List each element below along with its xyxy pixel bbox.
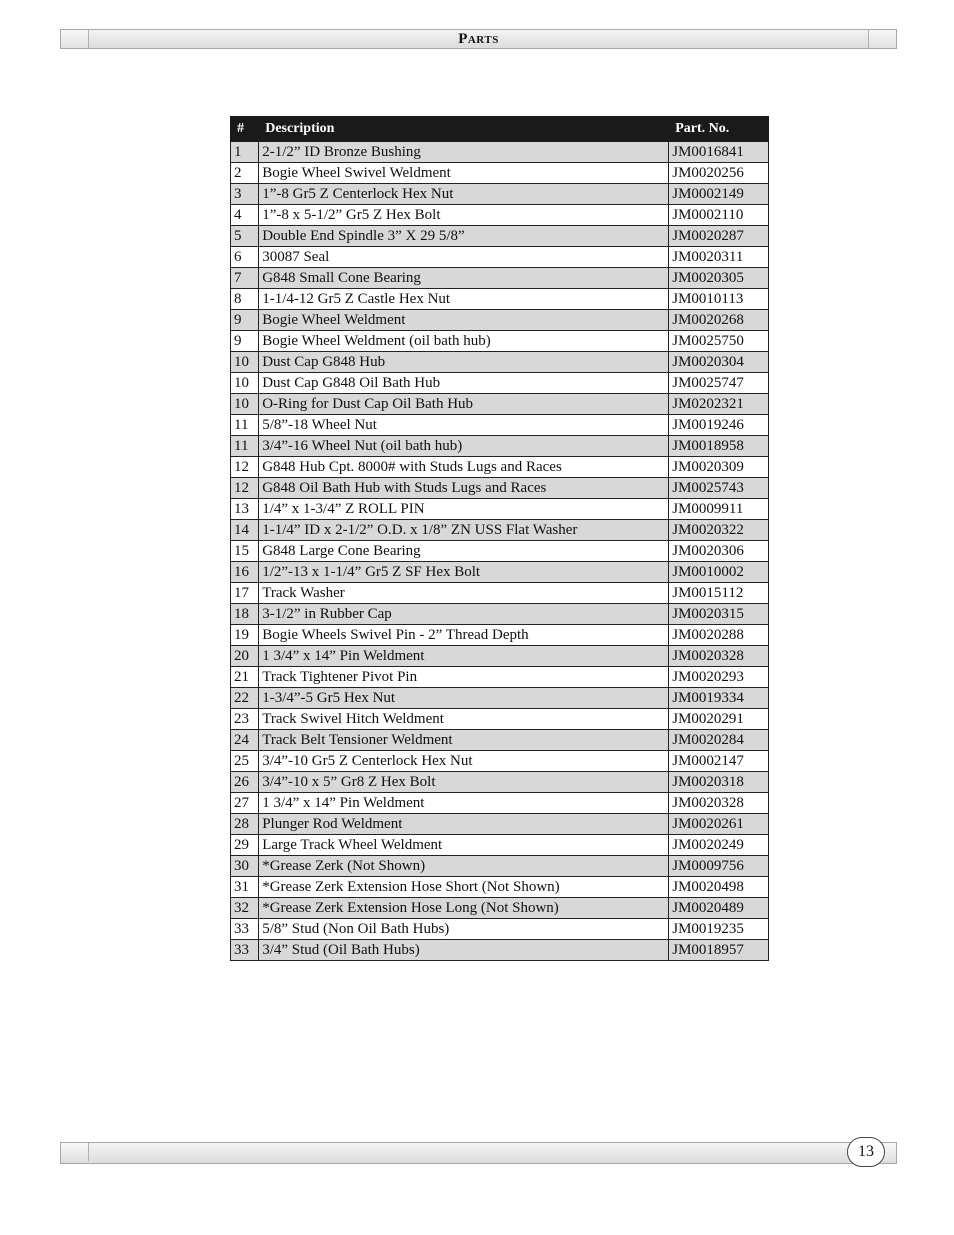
- table-row: [231, 457, 769, 478]
- table-row: [231, 856, 769, 877]
- part-number-cell: JM0002149: [669, 184, 769, 205]
- description-cell: 3/4”-10 Gr5 Z Centerlock Hex Nut: [259, 751, 669, 772]
- part-number-cell: JM0020249: [669, 835, 769, 856]
- description-cell: Track Belt Tensioner Weldment: [259, 730, 669, 751]
- table-row: [231, 247, 769, 268]
- description-cell: 1-1/4” ID x 2-1/2” O.D. x 1/8” ZN USS Flat Washer: [259, 520, 669, 541]
- description-cell: 5/8”-18 Wheel Nut: [259, 415, 669, 436]
- item-number-cell: 6: [231, 247, 259, 268]
- table-row: [231, 709, 769, 730]
- item-number-cell: 15: [231, 541, 259, 562]
- item-number-cell: 7: [231, 268, 259, 289]
- part-number-cell: JM0020287: [669, 226, 769, 247]
- part-number-cell: JM0010113: [669, 289, 769, 310]
- parts-table: [230, 116, 769, 961]
- table-row: [231, 268, 769, 289]
- item-number-cell: 19: [231, 625, 259, 646]
- part-number-cell: JM0025750: [669, 331, 769, 352]
- item-number-cell: 12: [231, 478, 259, 499]
- part-number-cell: JM0019334: [669, 688, 769, 709]
- part-number-cell: JM0202321: [669, 394, 769, 415]
- table-row: [231, 919, 769, 940]
- description-cell: G848 Hub Cpt. 8000# with Studs Lugs and Races: [259, 457, 669, 478]
- part-number-cell: JM0020318: [669, 772, 769, 793]
- table-row: [231, 289, 769, 310]
- description-cell: 1”-8 x 5-1/2” Gr5 Z Hex Bolt: [259, 205, 669, 226]
- table-row: [231, 163, 769, 184]
- footer-band-left-cap: [61, 1143, 89, 1161]
- description-cell: Track Tightener Pivot Pin: [259, 667, 669, 688]
- description-cell: Large Track Wheel Weldment: [259, 835, 669, 856]
- part-number-cell: JM0009756: [669, 856, 769, 877]
- description-cell: Bogie Wheel Weldment: [259, 310, 669, 331]
- table-row: [231, 415, 769, 436]
- part-number-cell: JM0018958: [669, 436, 769, 457]
- part-number-cell: JM0018957: [669, 940, 769, 961]
- description-cell: Dust Cap G848 Hub: [259, 352, 669, 373]
- description-cell: 5/8” Stud (Non Oil Bath Hubs): [259, 919, 669, 940]
- part-number-cell: JM0020288: [669, 625, 769, 646]
- item-number-cell: 1: [231, 142, 259, 163]
- part-number-cell: JM0020291: [669, 709, 769, 730]
- item-number-cell: 26: [231, 772, 259, 793]
- part-number-cell: JM0002147: [669, 751, 769, 772]
- description-cell: 3-1/2” in Rubber Cap: [259, 604, 669, 625]
- part-number-cell: JM0020322: [669, 520, 769, 541]
- item-number-cell: 16: [231, 562, 259, 583]
- part-number-cell: JM0020309: [669, 457, 769, 478]
- item-number-cell: 5: [231, 226, 259, 247]
- description-cell: 2-1/2” ID Bronze Bushing: [259, 142, 669, 163]
- item-number-cell: 24: [231, 730, 259, 751]
- description-cell: 1-3/4”-5 Gr5 Hex Nut: [259, 688, 669, 709]
- description-cell: 3/4”-10 x 5” Gr8 Z Hex Bolt: [259, 772, 669, 793]
- table-row: [231, 730, 769, 751]
- part-number-cell: JM0020311: [669, 247, 769, 268]
- item-number-cell: 14: [231, 520, 259, 541]
- part-number-cell: JM0020268: [669, 310, 769, 331]
- column-header-number: #: [231, 117, 259, 142]
- item-number-cell: 2: [231, 163, 259, 184]
- item-number-cell: 12: [231, 457, 259, 478]
- description-cell: 3/4”-16 Wheel Nut (oil bath hub): [259, 436, 669, 457]
- table-row: [231, 940, 769, 961]
- item-number-cell: 17: [231, 583, 259, 604]
- table-header-row: [231, 117, 769, 142]
- column-header-description: Description: [259, 117, 669, 142]
- item-number-cell: 10: [231, 394, 259, 415]
- table-row: [231, 646, 769, 667]
- table-row: [231, 604, 769, 625]
- table-row: [231, 688, 769, 709]
- description-cell: G848 Small Cone Bearing: [259, 268, 669, 289]
- table-row: [231, 478, 769, 499]
- part-number-cell: JM0020306: [669, 541, 769, 562]
- description-cell: G848 Oil Bath Hub with Studs Lugs and Races: [259, 478, 669, 499]
- table-row: [231, 205, 769, 226]
- description-cell: 30087 Seal: [259, 247, 669, 268]
- table-row: [231, 436, 769, 457]
- part-number-cell: JM0016841: [669, 142, 769, 163]
- part-number-cell: JM0015112: [669, 583, 769, 604]
- part-number-cell: JM0010002: [669, 562, 769, 583]
- part-number-cell: JM0020315: [669, 604, 769, 625]
- table-row: [231, 352, 769, 373]
- part-number-cell: JM0025747: [669, 373, 769, 394]
- page-number: 13: [847, 1137, 885, 1167]
- table-row: [231, 331, 769, 352]
- item-number-cell: 3: [231, 184, 259, 205]
- column-header-part-number: Part. No.: [669, 117, 769, 142]
- part-number-cell: JM0020261: [669, 814, 769, 835]
- part-number-cell: JM0020328: [669, 646, 769, 667]
- table-row: [231, 226, 769, 247]
- description-cell: Bogie Wheels Swivel Pin - 2” Thread Depth: [259, 625, 669, 646]
- description-cell: Bogie Wheel Weldment (oil bath hub): [259, 331, 669, 352]
- description-cell: 1 3/4” x 14” Pin Weldment: [259, 646, 669, 667]
- part-number-cell: JM0020305: [669, 268, 769, 289]
- part-number-cell: JM0020498: [669, 877, 769, 898]
- item-number-cell: 29: [231, 835, 259, 856]
- table-row: [231, 877, 769, 898]
- table-row: [231, 373, 769, 394]
- description-cell: 3/4” Stud (Oil Bath Hubs): [259, 940, 669, 961]
- item-number-cell: 28: [231, 814, 259, 835]
- description-cell: Double End Spindle 3” X 29 5/8”: [259, 226, 669, 247]
- table-row: [231, 835, 769, 856]
- table-row: [231, 583, 769, 604]
- item-number-cell: 32: [231, 898, 259, 919]
- description-cell: 1-1/4-12 Gr5 Z Castle Hex Nut: [259, 289, 669, 310]
- item-number-cell: 11: [231, 436, 259, 457]
- item-number-cell: 9: [231, 331, 259, 352]
- table-row: [231, 520, 769, 541]
- description-cell: 1/2”-13 x 1-1/4” Gr5 Z SF Hex Bolt: [259, 562, 669, 583]
- item-number-cell: 4: [231, 205, 259, 226]
- description-cell: Plunger Rod Weldment: [259, 814, 669, 835]
- item-number-cell: 21: [231, 667, 259, 688]
- description-cell: G848 Large Cone Bearing: [259, 541, 669, 562]
- item-number-cell: 22: [231, 688, 259, 709]
- table-row: [231, 625, 769, 646]
- description-cell: *Grease Zerk (Not Shown): [259, 856, 669, 877]
- part-number-cell: JM0020489: [669, 898, 769, 919]
- footer-band: [60, 1142, 897, 1164]
- table-row: [231, 142, 769, 163]
- item-number-cell: 27: [231, 793, 259, 814]
- table-row: [231, 667, 769, 688]
- part-number-cell: JM0019235: [669, 919, 769, 940]
- item-number-cell: 33: [231, 919, 259, 940]
- item-number-cell: 33: [231, 940, 259, 961]
- table-row: [231, 814, 769, 835]
- item-number-cell: 13: [231, 499, 259, 520]
- item-number-cell: 10: [231, 352, 259, 373]
- table-row: [231, 562, 769, 583]
- part-number-cell: JM0020304: [669, 352, 769, 373]
- parts-table-body: [231, 142, 769, 961]
- table-row: [231, 394, 769, 415]
- item-number-cell: 10: [231, 373, 259, 394]
- item-number-cell: 9: [231, 310, 259, 331]
- description-cell: 1”-8 Gr5 Z Centerlock Hex Nut: [259, 184, 669, 205]
- item-number-cell: 31: [231, 877, 259, 898]
- description-cell: *Grease Zerk Extension Hose Short (Not Shown): [259, 877, 669, 898]
- description-cell: Dust Cap G848 Oil Bath Hub: [259, 373, 669, 394]
- part-number-cell: JM0020284: [669, 730, 769, 751]
- table-row: [231, 751, 769, 772]
- page-title: Parts: [458, 31, 499, 47]
- item-number-cell: 8: [231, 289, 259, 310]
- part-number-cell: JM0025743: [669, 478, 769, 499]
- part-number-cell: JM0002110: [669, 205, 769, 226]
- table-row: [231, 184, 769, 205]
- description-cell: *Grease Zerk Extension Hose Long (Not Shown): [259, 898, 669, 919]
- part-number-cell: JM0009911: [669, 499, 769, 520]
- part-number-cell: JM0020256: [669, 163, 769, 184]
- item-number-cell: 11: [231, 415, 259, 436]
- table-row: [231, 499, 769, 520]
- description-cell: Bogie Wheel Swivel Weldment: [259, 163, 669, 184]
- item-number-cell: 20: [231, 646, 259, 667]
- table-row: [231, 310, 769, 331]
- part-number-cell: JM0020328: [669, 793, 769, 814]
- description-cell: 1 3/4” x 14” Pin Weldment: [259, 793, 669, 814]
- description-cell: 1/4” x 1-3/4” Z ROLL PIN: [259, 499, 669, 520]
- description-cell: Track Swivel Hitch Weldment: [259, 709, 669, 730]
- table-row: [231, 793, 769, 814]
- item-number-cell: 30: [231, 856, 259, 877]
- table-row: [231, 898, 769, 919]
- item-number-cell: 18: [231, 604, 259, 625]
- description-cell: Track Washer: [259, 583, 669, 604]
- table-row: [231, 772, 769, 793]
- part-number-cell: JM0020293: [669, 667, 769, 688]
- part-number-cell: JM0019246: [669, 415, 769, 436]
- description-cell: O-Ring for Dust Cap Oil Bath Hub: [259, 394, 669, 415]
- item-number-cell: 25: [231, 751, 259, 772]
- table-row: [231, 541, 769, 562]
- item-number-cell: 23: [231, 709, 259, 730]
